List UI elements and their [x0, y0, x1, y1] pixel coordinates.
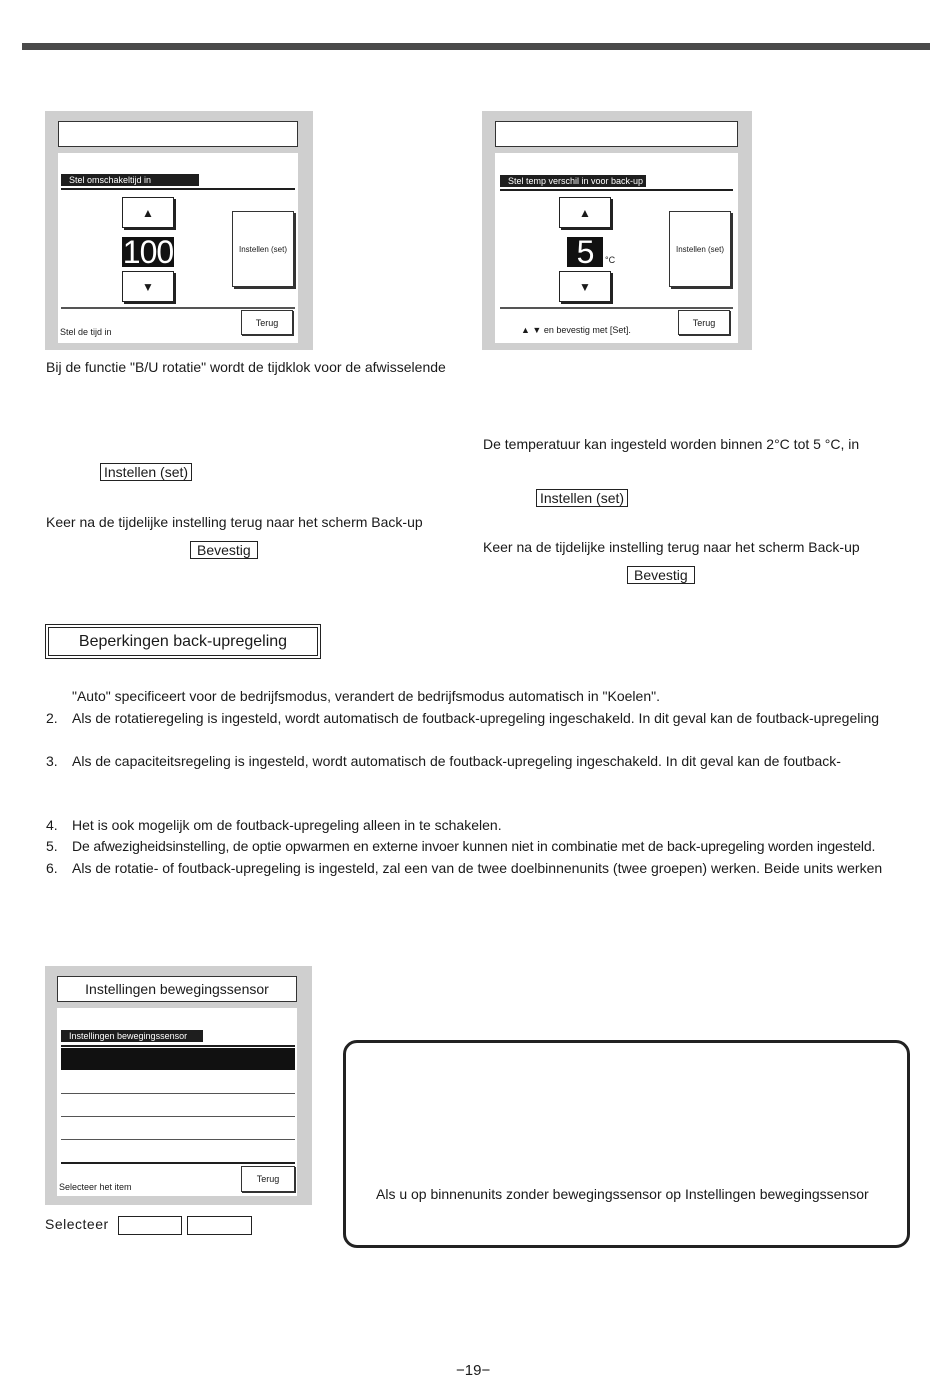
down-button[interactable] [559, 271, 611, 302]
left-set-label: Instellen (set) [100, 463, 192, 481]
list-item[interactable] [61, 1117, 295, 1139]
note-box [343, 1040, 910, 1248]
set-button[interactable]: Instellen (set) [232, 211, 294, 287]
left-confirm-label: Bevestig [190, 541, 258, 559]
restriction-6-text: Als de rotatie- of foutback-upregeling is ingesteld, zal een van de twee doelbinnenunits (twee groepen) werken. Beide units werken [72, 860, 883, 876]
restriction-3-num: 3. [46, 753, 58, 769]
up-button[interactable] [122, 197, 174, 228]
restriction-4-num: 4. [46, 817, 58, 833]
left-text-line1: Bij de functie "B/U rotatie" wordt de tijdklok voor de afwisselende [46, 359, 446, 375]
triangle-down-icon: ▼ [142, 279, 154, 294]
page-number: −19− [456, 1362, 491, 1379]
screen-header-label: Instellingen bewegingssensor [61, 1030, 203, 1042]
select-label: Selecteer [45, 1216, 109, 1232]
screen-footer-text: ▲ ▼ en bevestig met [Set]. [521, 325, 631, 335]
select-button-1[interactable] [118, 1216, 182, 1235]
select-button-2[interactable] [187, 1216, 252, 1235]
screen-footer-text: Stel de tijd in [60, 327, 112, 337]
header-rule [61, 188, 295, 190]
screen-body [495, 153, 738, 343]
screen-header-label: Stel temp verschil in voor back-up [500, 175, 646, 187]
list-item[interactable] [61, 1094, 295, 1116]
set-button[interactable]: Instellen (set) [669, 211, 731, 287]
unit-label: °C [605, 255, 616, 265]
screen-body [58, 153, 298, 343]
right-text-line1: De temperatuur kan ingesteld worden binnen 2°C tot 5 °C, in [483, 436, 860, 452]
top-rule [22, 43, 930, 50]
section-heading: Beperkingen back-upregeling [48, 627, 318, 656]
screen-switch-time [45, 111, 313, 350]
section-heading-box [45, 624, 321, 659]
back-button[interactable]: Terug [241, 1166, 295, 1192]
restriction-5-num: 5. [46, 838, 58, 854]
restriction-3-text: Als de capaciteitsregeling is ingesteld, wordt automatisch de foutback-upregeling ingeschakeld. In dit geval kan de foutback- [72, 753, 841, 769]
screen-temp-diff [482, 111, 752, 350]
header-rule [500, 189, 733, 191]
triangle-down-icon: ▼ [579, 279, 591, 294]
restriction-1-text: "Auto" specificeert voor de bedrijfsmodus, verandert de bedrijfsmodus automatisch in "Koelen". [72, 688, 660, 704]
screen-body [57, 1008, 297, 1196]
screen-header-label: Stel omschakeltijd in [61, 174, 199, 186]
footer-rule [61, 307, 295, 309]
restriction-4-text: Het is ook mogelijk om de foutback-upregeling alleen in te schakelen. [72, 817, 502, 833]
list-item[interactable] [61, 1140, 295, 1162]
restriction-5-text: De afwezigheidsinstelling, de optie opwarmen en externe invoer kunnen niet in combinatie met de back-upregeling worden ingesteld. [72, 838, 876, 854]
triangle-up-icon: ▲ [579, 205, 591, 220]
footer-rule [61, 1162, 295, 1164]
screen-footer-text: Selecteer het item [59, 1182, 132, 1192]
right-set-label: Instellen (set) [536, 489, 628, 507]
value-display: 5 [567, 237, 603, 267]
footer-rule [500, 307, 733, 309]
back-button[interactable]: Terug [241, 310, 293, 335]
header-rule [61, 1045, 295, 1047]
value-display: 100 [122, 234, 174, 270]
triangle-up-icon: ▲ [142, 205, 154, 220]
down-button[interactable] [122, 271, 174, 302]
restriction-6-num: 6. [46, 860, 58, 876]
screen-title: Instellingen bewegingssensor [57, 976, 297, 1002]
list-item-selected[interactable] [61, 1048, 295, 1070]
left-text-line2: Keer na de tijdelijke instelling terug naar het scherm Back-up [46, 514, 423, 530]
note-text: Als u op binnenunits zonder bewegingssensor op Instellingen bewegingssensor [376, 1186, 869, 1202]
restriction-2-text: Als de rotatieregeling is ingesteld, wordt automatisch de foutback-upregeling ingeschakeld. In dit geval kan de foutback-upregeling [72, 710, 880, 726]
screen-title-box [58, 121, 298, 147]
right-confirm-label: Bevestig [627, 566, 695, 584]
back-button[interactable]: Terug [678, 310, 730, 335]
up-button[interactable] [559, 197, 611, 228]
right-text-line2: Keer na de tijdelijke instelling terug naar het scherm Back-up [483, 539, 860, 555]
list-item[interactable] [61, 1070, 295, 1093]
screen-title-box [495, 121, 738, 147]
screen-motion-sensor [45, 966, 312, 1205]
restriction-2-num: 2. [46, 710, 58, 726]
